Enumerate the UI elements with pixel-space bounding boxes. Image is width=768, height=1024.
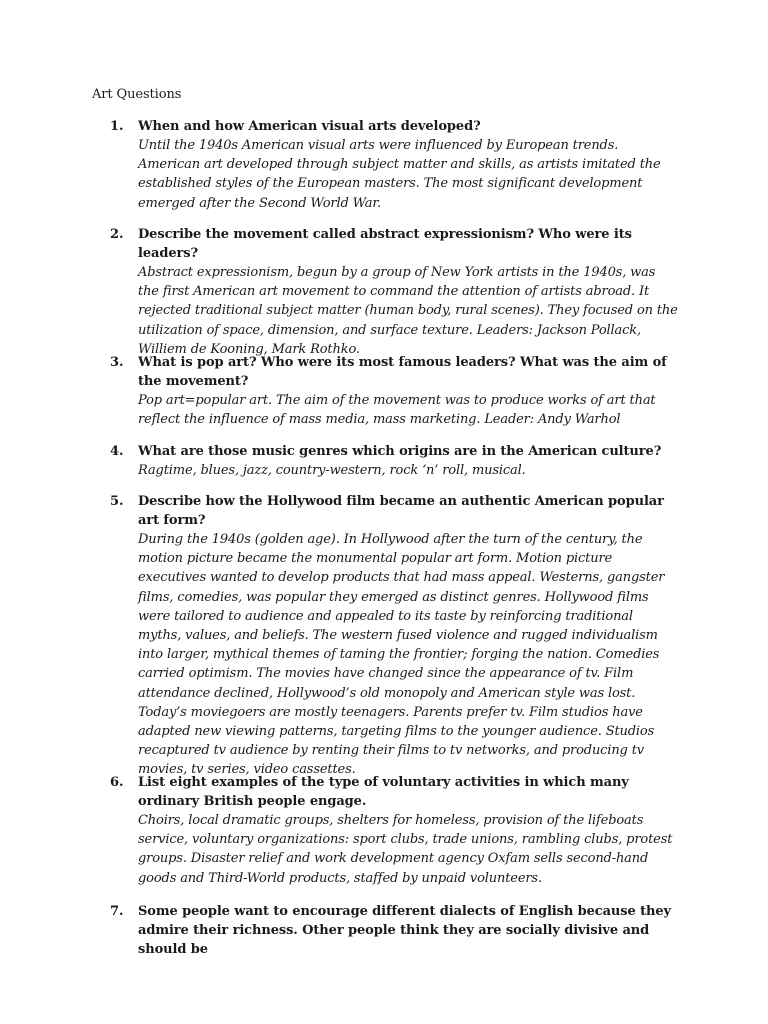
question-number: 5.	[110, 494, 124, 509]
question-body	[138, 492, 680, 780]
answer-text: During the 1940s (golden age). In Hollywood after the turn of the century, the motion picture became the monumental popular art form. Motion picture executives wanted to develop products that had mass appeal. Westerns, gangster films, comedies, was popular they emerged as distinct genres. Hollywood films were tailored to audience and appealed to its taste by reinforcing traditional myths, values, and beliefs. The western fused violence and rugged individualism into larger, mythical themes of taming the frontier; forging the nation. Comedies carried optimism. The movies have changed since the appearance of tv. Film attendance declined, Hollywood’s old monopoly and American style was lost. Today’s moviegoers are mostly teenagers. Parents prefer tv. Film studios have adapted new viewing patterns, targeting films to the younger audience. Studios recaptured tv audience by renting their films to tv networks, and producing tv movies, tv series, video cassettes.	[138, 532, 665, 778]
answer-text: Abstract expressionism, begun by a group of New York artists in the 1940s, was the first American art movement to command the attention of artists abroad. It rejected traditional subject matter (human body, rural scenes). They focused on the utilization of space, dimension, and surface texture. Leaders: Jackson Pollack, Williem de Kooning, Mark Rothko.	[138, 265, 678, 357]
answer-text: Pop art=popular art. The aim of the movement was to produce works of art that reflect the influence of mass media, mass marketing. Leader: Andy Warhol	[138, 393, 656, 428]
question-number: 6.	[110, 775, 124, 790]
question-item-7	[110, 902, 680, 959]
question-body	[138, 353, 680, 429]
question-number: 1.	[110, 119, 124, 134]
question-body	[138, 225, 680, 359]
answer-text: Until the 1940s American visual arts were influenced by European trends. American art developed through subject matter and skills, as artists imitated the established styles of the European masters. The most significant development emerged after the Second World War.	[138, 138, 661, 211]
question-number: 4.	[110, 444, 124, 459]
question-number: 3.	[110, 355, 124, 370]
question-body	[138, 902, 680, 959]
question-item-6	[110, 773, 680, 888]
question-item-1	[110, 117, 680, 213]
question-text: Some people want to encourage different dialects of English because they admire their richness. Other people think they are socially divisive and should be	[138, 904, 671, 957]
question-body	[138, 773, 680, 888]
question-text: When and how American visual arts developed?	[138, 119, 481, 134]
question-text: List eight examples of the type of voluntary activities in which many ordinary British people engage.	[138, 775, 629, 809]
answer-text: Ragtime, blues, jazz, country-western, rock ‘n’ roll, musical.	[138, 463, 526, 478]
document-title: Art Questions	[92, 87, 182, 102]
question-text: What is pop art? Who were its most famous leaders? What was the aim of the movement?	[138, 355, 667, 389]
question-item-2	[110, 225, 680, 359]
question-item-4	[110, 442, 680, 480]
question-body	[138, 442, 680, 480]
question-number: 7.	[110, 904, 124, 919]
question-item-3	[110, 353, 680, 429]
question-number: 2.	[110, 227, 124, 242]
question-text: Describe how the Hollywood film became an authentic American popular art form?	[138, 494, 664, 528]
question-item-5	[110, 492, 680, 780]
question-body	[138, 117, 680, 213]
answer-text: Choirs, local dramatic groups, shelters for homeless, provision of the lifeboats service, voluntary organizations: sport clubs, trade unions, rambling clubs, protest groups. Disaster relief and work development agency Oxfam sells second-hand goods and Third-World products, staffed by unpaid volunteers.	[138, 813, 673, 886]
question-text: What are those music genres which origins are in the American culture?	[138, 444, 662, 459]
question-text: Describe the movement called abstract expressionism? Who were its leaders?	[138, 227, 632, 261]
